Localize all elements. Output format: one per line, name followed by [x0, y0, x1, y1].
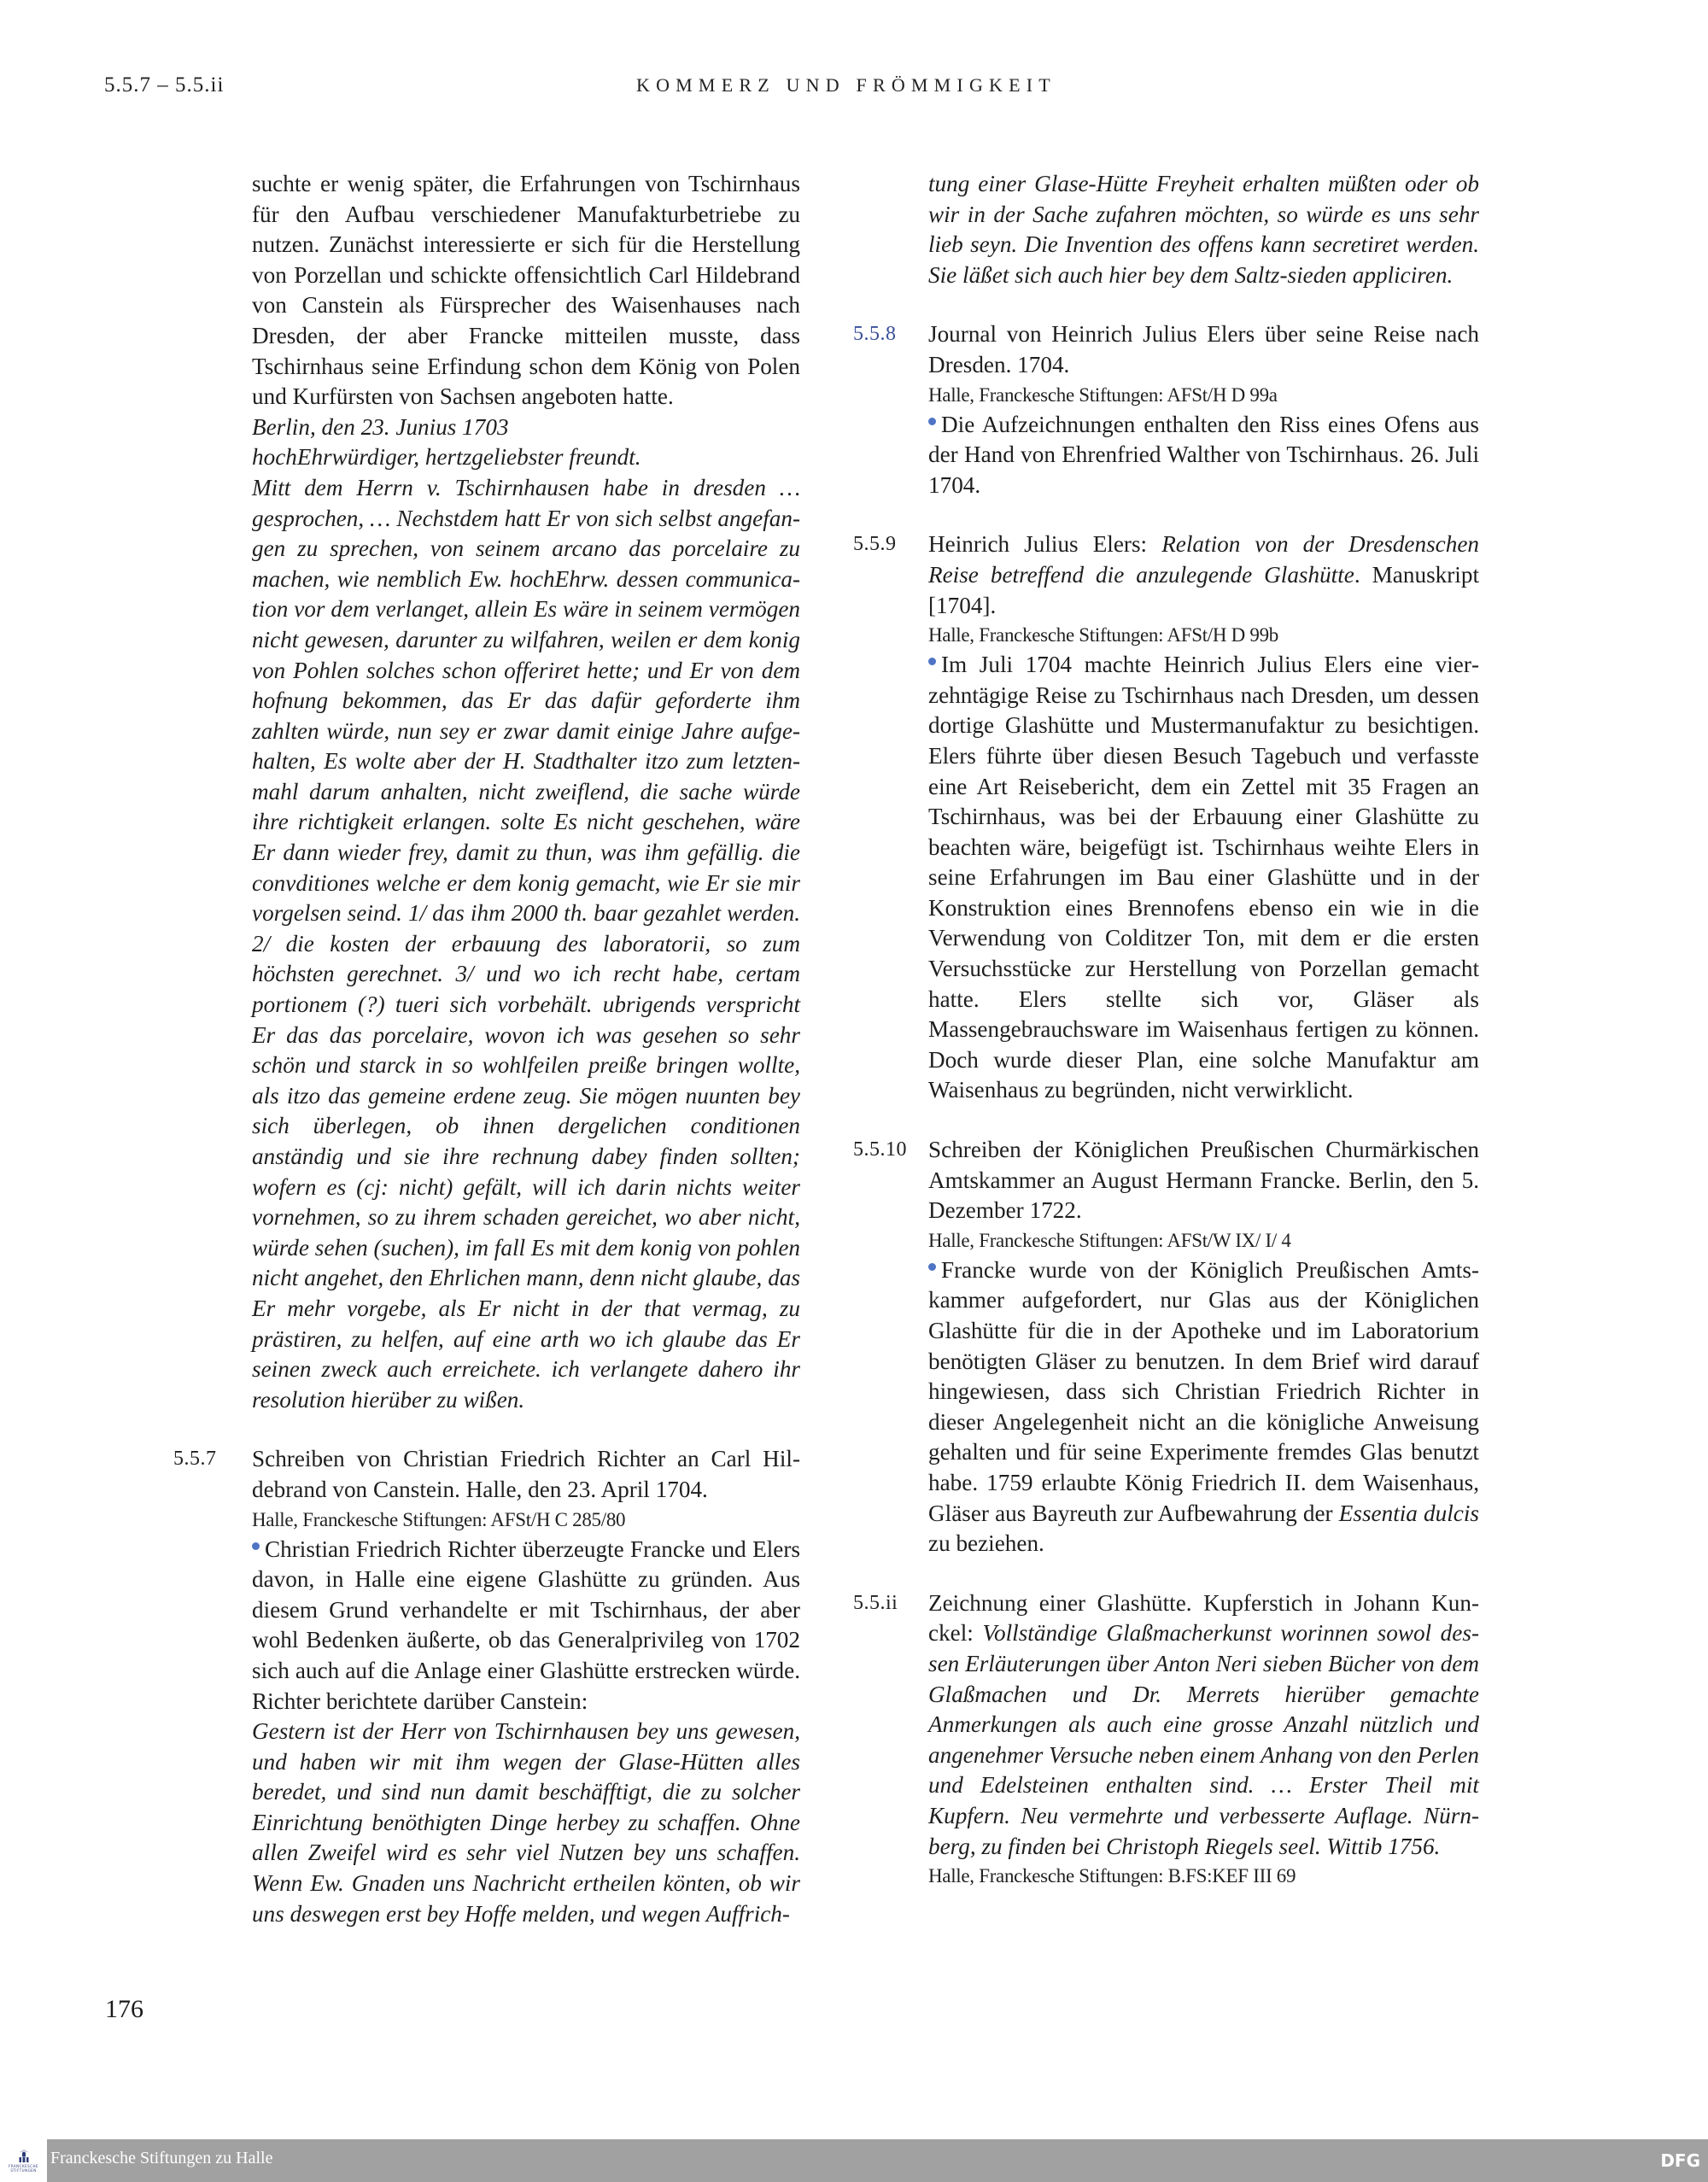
page-number: 176: [105, 1995, 143, 2023]
foundation-logo-icon: [18, 2150, 30, 2163]
entry-description-suffix: zu beziehen.: [928, 1530, 1044, 1557]
entry-description: [252, 1535, 800, 1717]
institution-name[interactable]: Franckesche Stiftungen zu Halle: [50, 2149, 273, 2167]
entry-number: 5.5.9: [853, 533, 897, 556]
bullet-icon: [928, 418, 936, 425]
logo-text-line2: STIFTUNGEN: [10, 2167, 37, 2173]
footer-bar: [0, 2139, 1708, 2182]
entry-title: Schreiben der Königlichen Preußischen Churmärkischen Amtskammer an August Hermann Francke. Berlin, den 5. Dezember 1722.: [928, 1137, 1479, 1224]
entry-title: [928, 529, 1479, 621]
entry-title-prefix: Heinrich Julius Elers:: [928, 531, 1162, 558]
entry-description-italic: Essentia dulcis: [1338, 1500, 1479, 1526]
entry-shelfmark: Halle, Franckesche Stiftungen: AFSt/H C 285/80: [252, 1508, 626, 1530]
institution-logo[interactable]: [0, 2139, 47, 2182]
entry-title: [928, 1588, 1479, 1862]
logo-text: [9, 2164, 38, 2173]
dfg-logo[interactable]: DFG: [1660, 2150, 1700, 2171]
catalog-entry-5-5-7: [173, 1444, 800, 1929]
catalog-entry-5-5-9: [853, 529, 1479, 1106]
entry-title: Schreiben von Christian Friedrich Richter an Carl Hildebrand von Canstein. Halle, den 23. April 1704.: [252, 1446, 800, 1502]
entry-number: 5.5.7: [173, 1448, 217, 1471]
entry-shelfmark: Halle, Franckesche Stiftungen: AFSt/W IX/ I/ 4: [928, 1229, 1291, 1251]
running-head-title: KOMMERZ UND FRÖMMIGKEIT: [636, 74, 1056, 96]
bullet-icon: [252, 1542, 260, 1550]
entry-description-text: Christian Friedrich Richter überzeugte Francke und Elers davon, in Halle eine eigene Glashütte zu gründen. Aus diesem Grund verhandelte er mit Tschirnhaus, der aber wohl Bedenken äußerte, ob das Generalprivileg von 1702 sich auch auf die Anlage einer Glashütte erstrecken würde. Richter berichtete darüber Canstein:: [252, 1536, 800, 1714]
continued-quote: tung einer Glase-Hütte Freyheit erhalten müßten oder ob wir in der Sache zufahren möchten, so würde es uns sehr lieb seyn. Die Invention des offens kann secretiret werden. Sie läßet sich auch hier bey dem Saltz-sieden appliciren.: [928, 171, 1479, 288]
entry-title-italic: Relation von der Dresdenschen Reise betreffend die anzulegende Glashütte: [928, 531, 1479, 588]
running-head-section-range: 5.5.7 – 5.5.ii: [104, 73, 225, 97]
entry-title: Journal von Heinrich Julius Elers über seine Reise nach Dresden. 1704.: [928, 321, 1479, 377]
entry-number: 5.5.10: [853, 1138, 907, 1161]
entry-shelfmark: Halle, Franckesche Stiftungen: AFSt/H D 99a: [928, 383, 1278, 406]
logo-text-line1: FRANCKESCHE: [9, 2163, 38, 2168]
catalog-entry-5-5-8: [853, 319, 1479, 500]
catalog-entry-5-5-10: [853, 1135, 1479, 1559]
entry-description: [928, 410, 1479, 501]
entry-description: [928, 1255, 1479, 1559]
entry-shelfmark: Halle, Franckesche Stiftungen: B.FS:KEF III 69: [928, 1865, 1296, 1887]
entry-description-prefix: Francke wurde von der Königlich Preußischen Amtskammer aufgefordert, nur Glas aus der Königlichen Glashütte für die in der Apotheke und im Laboratorium benötigten Gläser zu benutzen. In dem Brief wird darauf hingewiesen, dass sich Christian Friedrich Richter in dieser Angelegenheit nicht an die königliche Anweisung gehalten und für seine Experimente fremdes Glas benutzt habe. 1759 erlaubte König Friedrich II. dem Waisenhaus, Gläser aus Bayreuth zur Aufbewahrung der: [928, 1256, 1479, 1526]
entry-shelfmark: Halle, Franckesche Stiftungen: AFSt/H D 99b: [928, 624, 1278, 646]
letter-salutation: hochEhrwürdiger, hertzgeliebster freundt.: [252, 444, 641, 471]
entry-title-italic: Vollständige Glaßmacherkunst worinnen sowol dessen Erläuterungen über Anton Neri sieben Bücher von dem Glaßmachen und Dr. Merrets hierüber gemachte Anmerkungen als auch eine grosse Anzahl nützlich und angenehmer Versuche neben einem Anhang von den Perlen und Edelsteinen enthalten sind. … Erster Theil mit Kupfern. Neu vermehrte und verbesserte Auflage. Nürnberg, zu finden bei Christoph Riegels seel. Wittib 1756.: [928, 1620, 1479, 1859]
entry-number: 5.5.8: [853, 323, 897, 346]
intro-paragraph: suchte er wenig später, die Erfahrungen von Tschirnhaus für den Aufbau verschiedener Manufakturbetriebe zu nutzen. Zunächst interessierte er sich für die Herstellung von Porzellan und schickte offensichtlich Carl Hildebrand von Canstein als Fürsprecher des Waisenhauses nach Dresden, der aber Francke mitteilen musste, dass Tschirnhaus seine Erfindung schon dem König von Polen und Kurfürsten von Sachsen angeboten hatte.: [252, 171, 800, 410]
bullet-icon: [928, 1263, 936, 1271]
entry-description: [928, 650, 1479, 1106]
bullet-icon: [928, 658, 936, 665]
letter-date: Berlin, den 23. Junius 1703: [252, 413, 509, 440]
entry-description-text: Im Juli 1704 machte Heinrich Julius Elers eine vierzehntägige Reise zu Tschirnhaus nach Dresden, um dessen dortige Glashütte und Mustermanufaktur zu besichtigen. Elers führte über diesen Besuch Tagebuch und verfasste eine Art Reisebericht, dem ein Zettel mit 35 Fragen an Tschirnhaus, was bei der Erbauung einer Glashütte zu beachten wäre, beigefügt ist. Tschirnhaus weihte Elers in seine Erfahrungen im Bau einer Glashütte und in der Konstruktion eines Brennofens ebenso ein wie in die Verwendung von Colditzer Ton, mit dem er die ersten Versuchsstücke zur Herstellung von Porzellan gemacht hatte. Elers stellte sich vor, Gläser als Massengebrauchsware im Waisenhaus fertigen zu können. Doch wurde dieser Plan, eine solche Manufaktur am Waisenhaus zu begründen, nicht verwirklicht.: [928, 652, 1479, 1103]
left-column: [173, 169, 800, 1929]
footer-band: [47, 2139, 1708, 2182]
entry-number: 5.5.ii: [853, 1591, 898, 1614]
right-column: [853, 169, 1479, 1891]
entry-title-suffix: . Manuskript [1704].: [928, 561, 1479, 618]
entry-title-prefix: Zeichnung einer Glashütte. Kupferstich in Johann Kunckel:: [928, 1589, 1479, 1647]
entry-quote: Gestern ist der Herr von Tschirnhausen bey uns gewesen, und haben wir mit ihm wegen der Glase-Hütten alles beredet, und sind nun damit beschäfftigt, die zu solcher Einrichtung benöthigten Dinge herbey zu schaffen. Ohne allen Zweifel wird es sehr viel Nutzen bey uns schaffen. Wenn Ew. Gnaden uns Nachricht ertheilen könten, ob wir uns deswegen erst bey Hoffe melden, und wegen Auffrich-: [252, 1718, 800, 1927]
entry-description-text: Die Aufzeichnungen enthalten den Riss eines Ofens aus der Hand von Ehrenfried Walther von Tschirnhaus. 26. Juli 1704.: [928, 411, 1479, 498]
catalog-entry-5-5-11: [853, 1588, 1479, 1891]
letter-body: Mitt dem Herrn v. Tschirnhausen habe in dresden … gesprochen, … Nechstdem hatt Er von sich selbst angefangen zu sprechen, von seinem arcano das porcelaire zu machen, wie nemblich Ew. hochEhrw. dessen communication vor dem verlanget, allein Es wäre in seinem vermögen nicht gewesen, darunter zu wilfahren, weilen er dem konig von Pohlen solches schon offeriret hette; und Er von dem hofnung bekommen, das Er das dafür geforderte ihm zahlten würde, nun sey er zwar damit einige Jahre aufgehalten, Es wolte aber der H. Stadthalter itzo zum letztenmahl darum anhalten, nicht zweiflend, die sache würde ihre richtigkeit erlangen. solte Es nicht geschehen, wäre Er dann wieder frey, damit zu thun, was ihm gefällig. die convditiones welche er dem konig gemacht, wie Er sie mir vorgelsen seind. 1/ das ihm 2000 th. baar gezahlet werden. 2/ die kosten der erbauung des laboratorii, so zum höchsten gerechnet. 3/ und wo ich recht habe, certam portionem (?) tueri sich vorbehält. ubrigends verspricht Er das das porcelaire, wovon ich was gesehen so sehr schön und starck in so wohlfeilen preiße bringen wollte, als itzo das gemeine erdene zeug. Sie mögen nuunten bey sich überlegen, ob ihnen dergelichen conditionen anständig und sie ihre rechnung dabey finden sollten; wofern es (cj: nicht) gefält, will ich darin nichts weiter vornehmen, so zu ihrem schaden gereichet, wo aber nicht, würde sehen (suchen), im fall Es mit dem konig von pohlen nicht angehet, den Ehrlichen mann, denn nicht glaube, das Er mehr vorgebe, als Er nicht in der that vermag, zu prästiren, zu helfen, auf eine arth wo ich glaube das Er seinen zweck auch erreichete. ich verlangete dahero ihr resolution hierüber zu wißen.: [252, 474, 800, 1413]
